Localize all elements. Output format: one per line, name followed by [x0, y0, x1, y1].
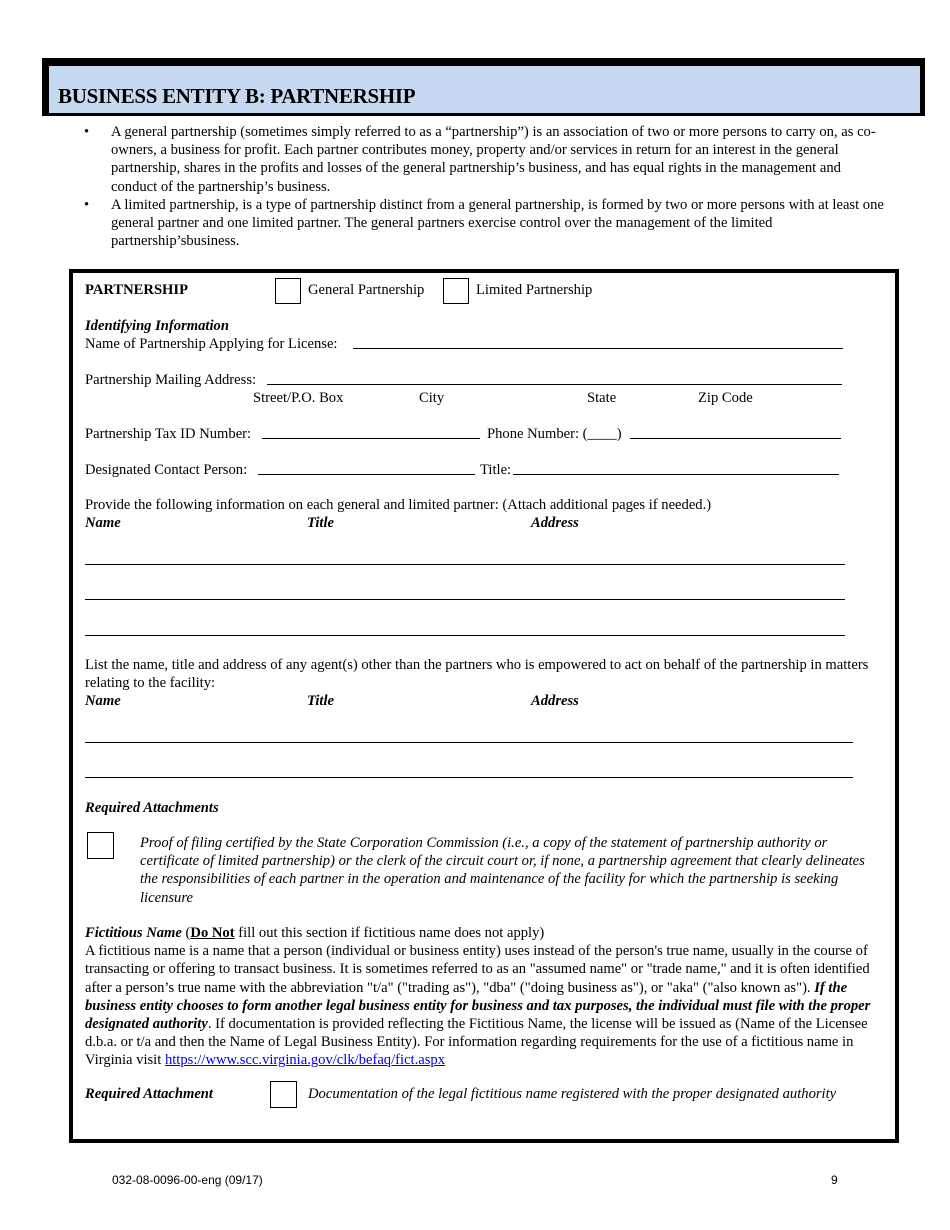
- agents-instruction: List the name, title and address of any agent(s) other than the partners who is empowered to act on behalf of the partnership in matters relating to the facility:: [85, 657, 869, 692]
- contact-title-label: Title:: [480, 462, 512, 478]
- limited-partnership-checkbox[interactable]: [443, 278, 469, 304]
- zip-caption: Zip Code: [698, 390, 753, 406]
- fictitious-heading-rest: fill out this section if fictitious name does not apply): [234, 925, 545, 941]
- partner-entry-line-2[interactable]: [85, 599, 845, 600]
- tax-id-label: Partnership Tax ID Number:: [85, 426, 252, 442]
- partners-col-title: Title: [307, 515, 335, 531]
- agents-col-name: Name: [85, 693, 121, 709]
- partner-entry-line-3[interactable]: [85, 635, 845, 636]
- fictitious-documentation-checkbox[interactable]: [270, 1081, 297, 1108]
- fictitious-body-bold: If the business entity chooses to form another legal business entity for business and tax purposes, the individual must file with the proper designated authority: [85, 979, 871, 1033]
- fictitious-name-section: [85, 924, 885, 1070]
- tax-id-field[interactable]: [262, 438, 480, 439]
- agent-entry-line-1[interactable]: [85, 742, 853, 743]
- contact-person-field[interactable]: [258, 474, 475, 475]
- do-not-emphasis: Do Not: [190, 925, 235, 941]
- contact-title-field[interactable]: [513, 474, 839, 475]
- intro-bullets: [84, 123, 884, 250]
- required-attachments-heading: Required Attachments: [85, 800, 219, 816]
- fictitious-documentation-text: Documentation of the legal fictitious name registered with the proper designated authority: [308, 1086, 837, 1102]
- city-caption: City: [419, 390, 445, 406]
- page-title: BUSINESS ENTITY B: PARTNERSHIP: [58, 84, 416, 108]
- street-caption: Street/P.O. Box: [253, 390, 344, 406]
- partners-instruction: Provide the following information on each general and limited partner: (Attach additional pages if needed.): [85, 497, 712, 513]
- partnership-label: PARTNERSHIP: [85, 282, 189, 298]
- limited-partnership-label: Limited Partnership: [476, 282, 593, 298]
- page-number: 9: [831, 1173, 838, 1187]
- proof-of-filing-checkbox[interactable]: [87, 832, 114, 859]
- contact-person-label: Designated Contact Person:: [85, 462, 248, 478]
- scc-fictitious-name-link[interactable]: https://www.scc.virginia.gov/clk/befaq/fict.aspx: [164, 1052, 445, 1069]
- agent-entry-line-2[interactable]: [85, 777, 853, 778]
- phone-label: Phone Number: (____): [487, 426, 622, 442]
- fictitious-body-2: . If documentation is provided reflecting the Fictitious Name, the license will be issued as (Name of the Licensee d.b.a. or t/a and then the Name of Legal Business Entity). For information regarding requirements for the use of a fictitious name in Virginia visit: [85, 1016, 868, 1069]
- mailing-address-label: Partnership Mailing Address:: [85, 372, 257, 388]
- fictitious-paren-open: (: [181, 925, 191, 941]
- bullet-limited-partnership: • A limited partnership, is a type of partnership distinct from a general partnership, is formed by two or more persons with at least one general partner and one limited partner. The general partners exercise control over the management of the limited partnership’sbusiness.: [84, 196, 884, 251]
- proof-of-filing-text: Proof of filing certified by the State Corporation Commission (i.e., a copy of the statement of partnership authority or certificate of limited partnership) or the clerk of the circuit court or, if none, a partnership agreement that clearly delineates the responsibilities of each partner in the operation and maintenance of the facility for which the partnership is seeking licensure: [140, 835, 865, 906]
- partnership-name-field[interactable]: [353, 348, 843, 349]
- general-partnership-label: General Partnership: [308, 282, 425, 298]
- partnership-name-label: Name of Partnership Applying for License:: [85, 336, 338, 352]
- identifying-info-heading: Identifying Information: [85, 318, 229, 334]
- general-partnership-checkbox[interactable]: [275, 278, 301, 304]
- form-number: 032-08-0096-00-eng (09/17): [112, 1173, 263, 1187]
- partners-col-address: Address: [531, 515, 579, 531]
- bullet-general-partnership: • A general partnership (sometimes simply referred to as a “partnership”) is an association of two or more persons to carry on, as co-owners, a business for profit. Each partner contributes money, property and/or services in return for an interest in the general partnership, shares in the profits and losses of the general partnership’s business, and has equal rights in the management and conduct of the partnership’s business.: [84, 123, 884, 196]
- fictitious-name-heading: Fictitious Name: [85, 925, 182, 941]
- fictitious-body-1: A fictitious name is a name that a person (individual or business entity) uses instead of the person's true name, usually in the course of transacting or offering to transact business. It is sometimes referred to as an "assumed name" or "trade name," and it is often identified after a person’s true name with the abbreviation "t/a" ("trading as"), "dba" ("doing business as"), or "aka" ("also known as").: [85, 943, 870, 996]
- partners-col-name: Name: [85, 515, 121, 531]
- mailing-address-field[interactable]: [267, 384, 842, 385]
- phone-field[interactable]: [630, 438, 841, 439]
- agents-col-address: Address: [531, 693, 579, 709]
- state-caption: State: [587, 390, 617, 406]
- partner-entry-line-1[interactable]: [85, 564, 845, 565]
- agents-col-title: Title: [307, 693, 335, 709]
- required-attachment-label: Required Attachment: [85, 1086, 213, 1102]
